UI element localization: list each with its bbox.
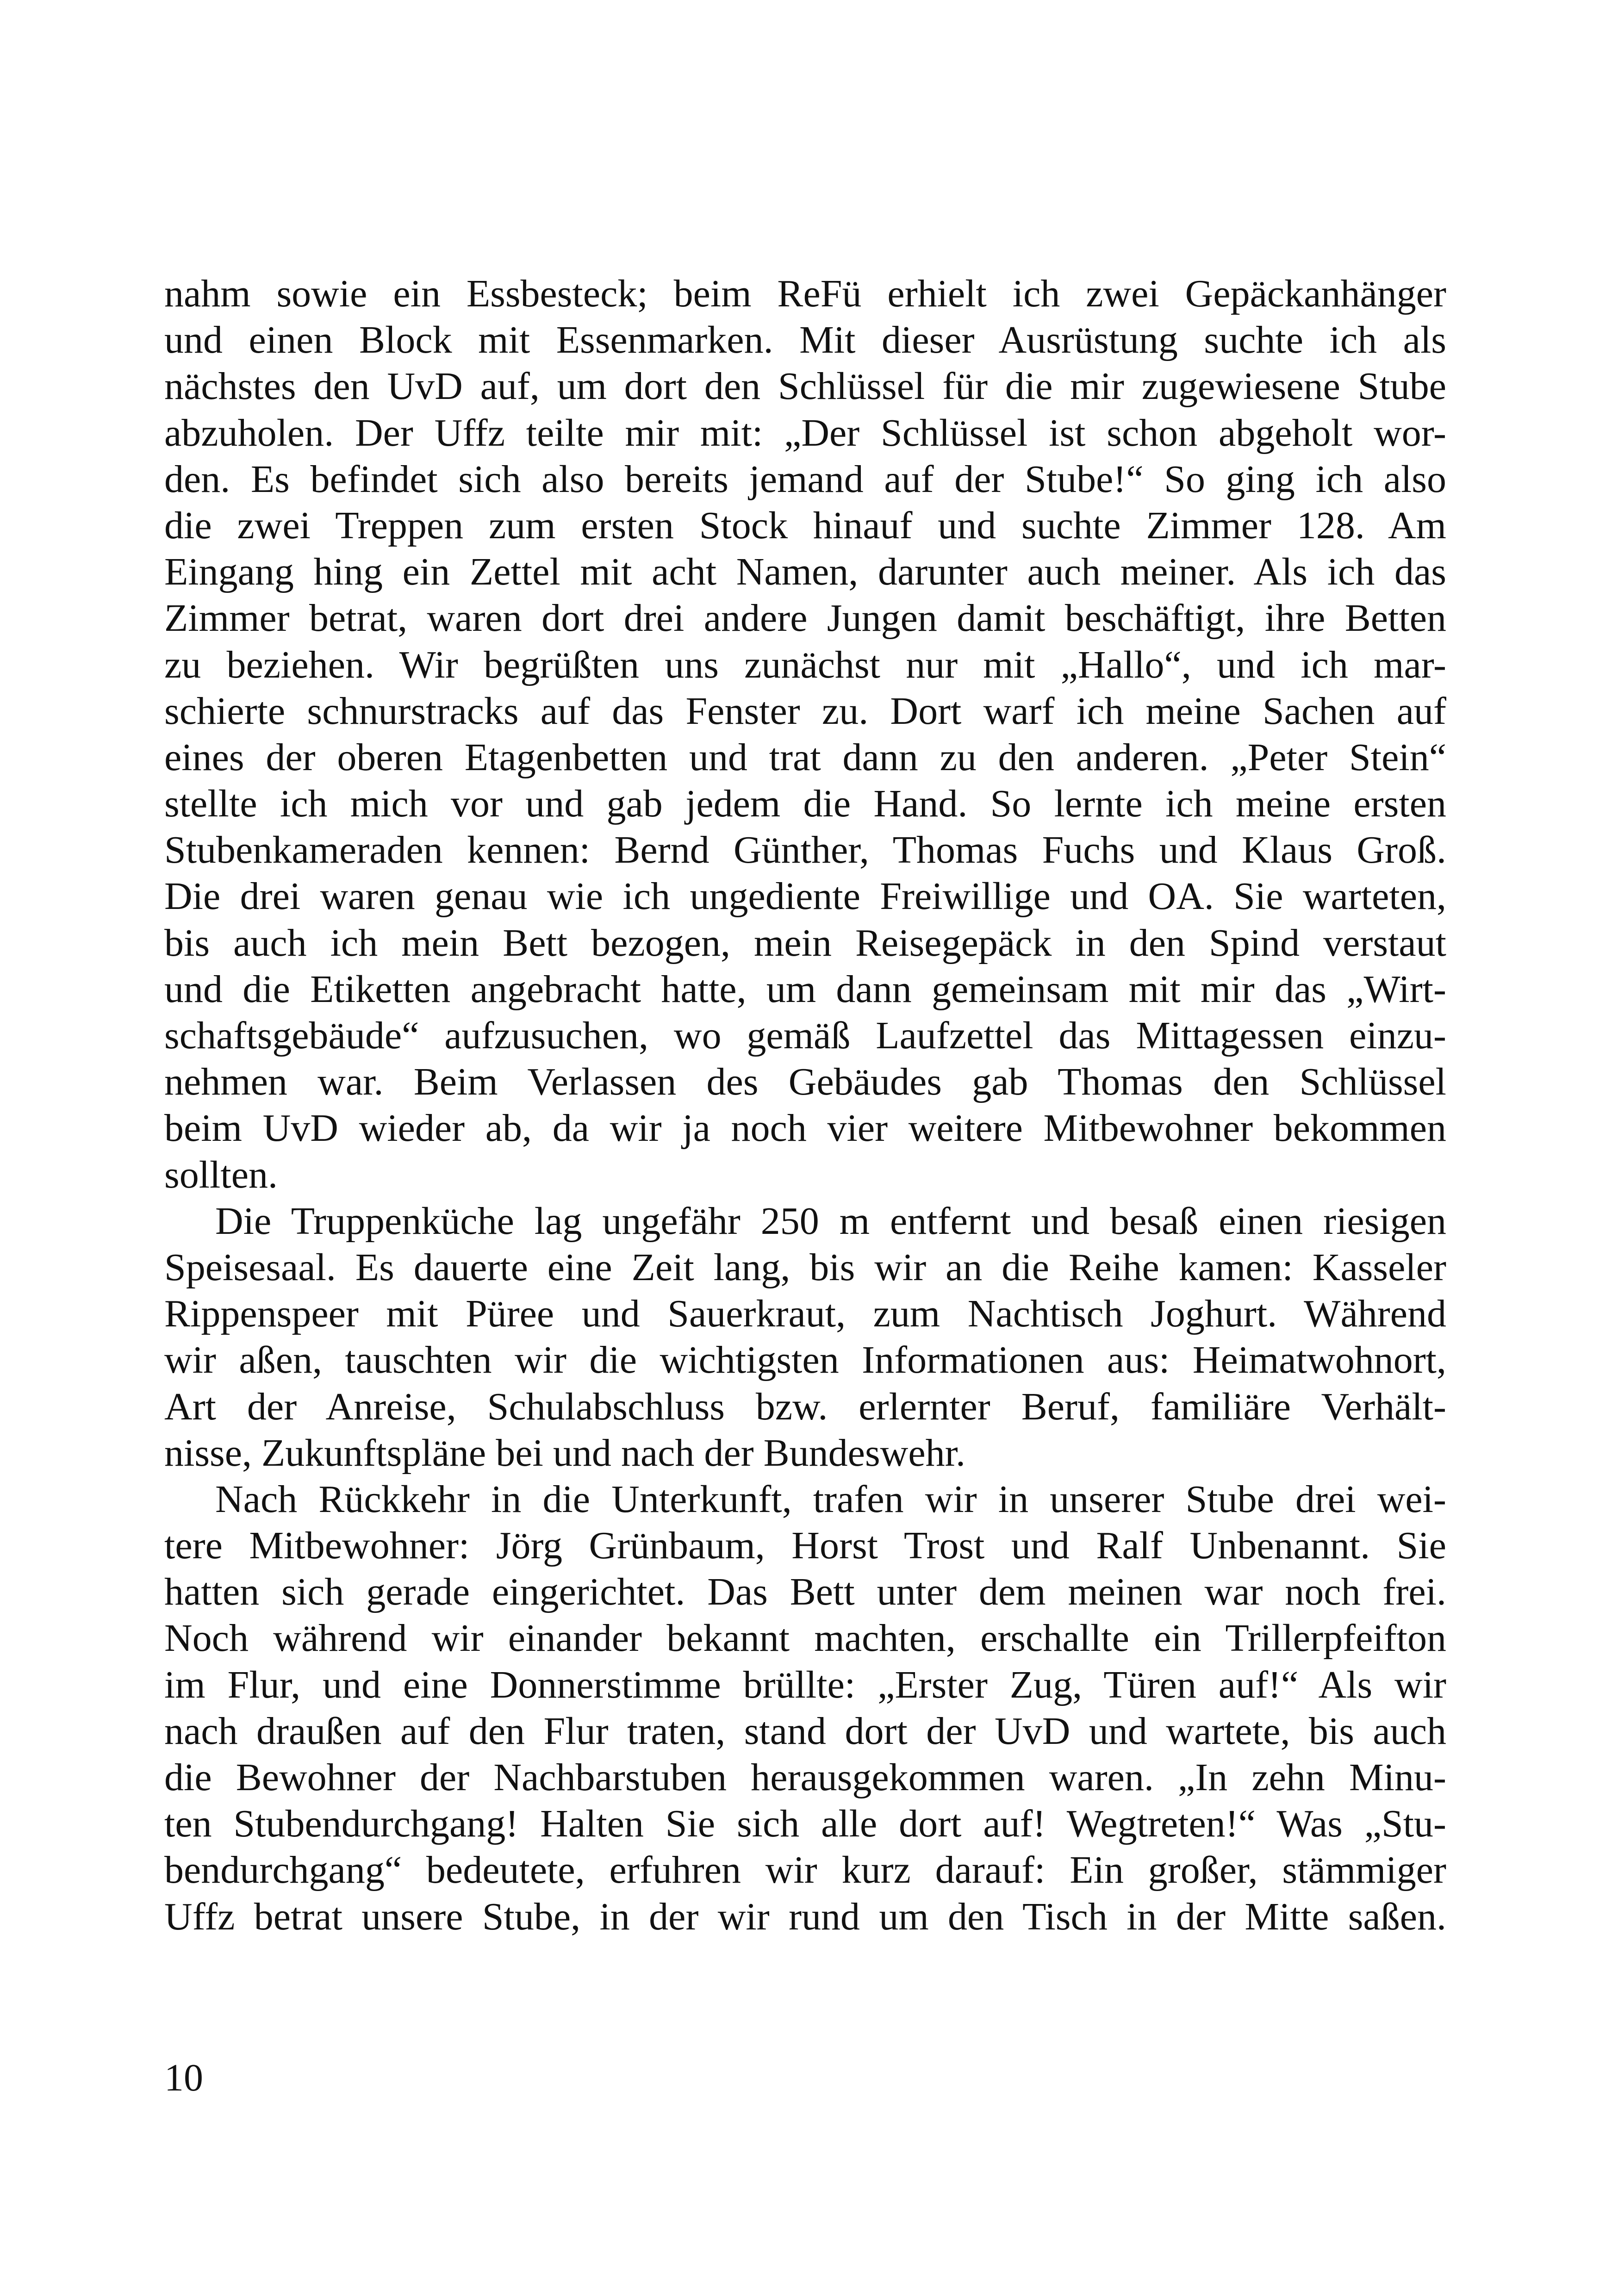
paragraph — [164, 1198, 1446, 1476]
text-line: und einen Block mit Essenmarken. Mit dieser Ausrüstung suchte ich als — [164, 318, 1446, 362]
text-line: zu beziehen. Wir begrüßten uns zunächst nur mit „Hallo“, und ich mar- — [164, 643, 1446, 686]
text-line: Stubenkameraden kennen: Bernd Günther, Thomas Fuchs und Klaus Groß. — [164, 828, 1446, 872]
text-line: Zimmer betrat, waren dort drei andere Jungen damit beschäftigt, ihre Betten — [164, 597, 1446, 640]
text-line: Eingang hing ein Zettel mit acht Namen, darunter auch meiner. Als ich das — [164, 550, 1446, 594]
text-line: eines der oberen Etagenbetten und trat dann zu den anderen. „Peter Stein“ — [164, 735, 1446, 779]
text-line: nächstes den UvD auf, um dort den Schlüssel für die mir zugewiesene Stube — [164, 365, 1446, 408]
text-line: Nach Rückkehr in die Unterkunft, trafen wir in unserer Stube drei wei- — [215, 1477, 1446, 1521]
text-line: Speisesaal. Es dauerte eine Zeit lang, bis wir an die Reihe kamen: Kasseler — [164, 1245, 1446, 1289]
text-line: nisse, Zukunftspläne bei und nach der Bundeswehr. — [164, 1431, 965, 1475]
text-line: stellte ich mich vor und gab jedem die Hand. So lernte ich meine ersten — [164, 782, 1446, 826]
text-line: und die Etiketten angebracht hatte, um dann gemeinsam mit mir das „Wirt- — [164, 967, 1446, 1011]
text-line: Die Truppenküche lag ungefähr 250 m entfernt und besaß einen riesigen — [215, 1199, 1446, 1243]
text-line: schaftsgebäude“ aufzusuchen, wo gemäß Laufzettel das Mittagessen einzu- — [164, 1014, 1446, 1057]
text-line: sollten. — [164, 1153, 278, 1196]
text-line: im Flur, und eine Donnerstimme brüllte: „Erster Zug, Türen auf!“ Als wir — [164, 1663, 1446, 1706]
page-number: 10 — [164, 2056, 203, 2099]
text-line: ten Stubendurchgang! Halten Sie sich alle dort auf! Wegtreten!“ Was „Stu- — [164, 1802, 1446, 1846]
paragraph — [164, 271, 1446, 1198]
text-line: schierte schnurstracks auf das Fenster zu. Dort warf ich meine Sachen auf — [164, 689, 1446, 733]
text-line: nehmen war. Beim Verlassen des Gebäudes gab Thomas den Schlüssel — [164, 1060, 1446, 1104]
paragraph — [164, 1476, 1446, 1940]
body-text — [164, 271, 1446, 1940]
text-line: abzuholen. Der Uffz teilte mir mit: „Der Schlüssel ist schon abgeholt wor- — [164, 411, 1446, 454]
text-line: Die drei waren genau wie ich ungediente Freiwillige und OA. Sie warteten, — [164, 875, 1446, 918]
text-line: bendurchgang“ bedeutete, erfuhren wir kurz darauf: Ein großer, stämmiger — [164, 1848, 1446, 1892]
text-line: den. Es befindet sich also bereits jemand auf der Stube!“ So ging ich also — [164, 457, 1446, 501]
text-line: hatten sich gerade eingerichtet. Das Bett unter dem meinen war noch frei. — [164, 1570, 1446, 1614]
text-line: Noch während wir einander bekannt machten, erschallte ein Trillerpfeifton — [164, 1617, 1446, 1660]
text-line: Rippenspeer mit Püree und Sauerkraut, zum Nachtisch Joghurt. Während — [164, 1292, 1446, 1336]
text-line: nahm sowie ein Essbesteck; beim ReFü erhielt ich zwei Gepäckanhänger — [164, 272, 1446, 315]
text-line: tere Mitbewohner: Jörg Grünbaum, Horst Trost und Ralf Unbenannt. Sie — [164, 1524, 1446, 1568]
text-line: die Bewohner der Nachbarstuben herausgekommen waren. „In zehn Minu- — [164, 1756, 1446, 1799]
text-line: wir aßen, tauschten wir die wichtigsten Informationen aus: Heimatwohnort, — [164, 1338, 1446, 1382]
text-line: beim UvD wieder ab, da wir ja noch vier weitere Mitbewohner bekommen — [164, 1107, 1446, 1150]
text-line: Uffz betrat unsere Stube, in der wir rund um den Tisch in der Mitte saßen. — [164, 1895, 1446, 1938]
text-line: bis auch ich mein Bett bezogen, mein Reisegepäck in den Spind verstaut — [164, 921, 1446, 964]
text-line: Art der Anreise, Schulabschluss bzw. erlernter Beruf, familiäre Verhält- — [164, 1385, 1446, 1428]
text-line: nach draußen auf den Flur traten, stand dort der UvD und wartete, bis auch — [164, 1709, 1446, 1753]
text-line: die zwei Treppen zum ersten Stock hinauf und suchte Zimmer 128. Am — [164, 504, 1446, 547]
